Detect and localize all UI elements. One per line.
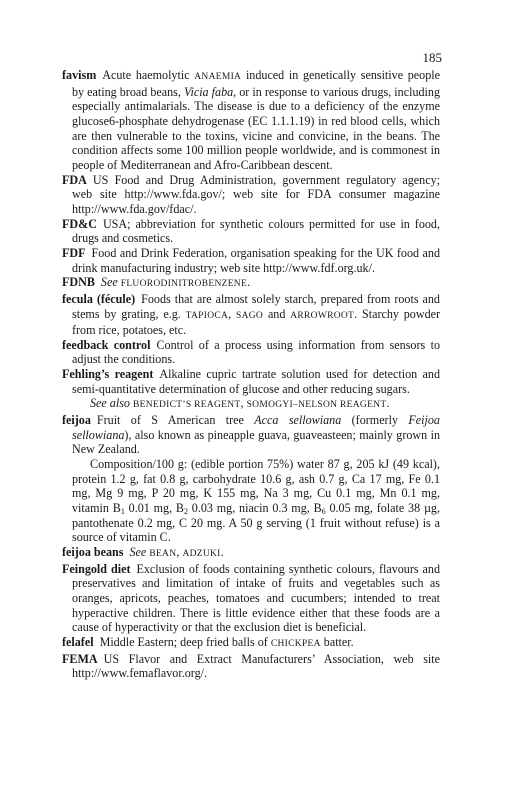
headword: Fehling’s reagent bbox=[62, 367, 154, 382]
punctuation: , bbox=[176, 545, 180, 559]
definition: and bbox=[267, 306, 286, 321]
definition: Food and Drink Federation, organisation speaking for the UK food and drink manufacturing industry; web site http://www.fdf.org.uk/. bbox=[72, 245, 440, 275]
entry-feijoa bbox=[62, 413, 440, 457]
entry-fema bbox=[62, 652, 440, 681]
see-label: See bbox=[129, 545, 147, 559]
cross-reference[interactable]: ARROWROOT bbox=[290, 310, 355, 321]
cross-reference[interactable]: SOMOGYI–NELSON REAGENT bbox=[246, 400, 387, 411]
definition: (formerly bbox=[351, 413, 398, 428]
punctuation: , bbox=[228, 306, 232, 321]
definition: US Food and Drug Administration, government regulatory agency; web site http://www.fda.gov/; web site for FDA consumer magazine http://www.fda.gov/fdac/. bbox=[72, 172, 440, 216]
entry-fehlings-reagent bbox=[62, 367, 440, 396]
headword: feijoa bbox=[62, 413, 91, 428]
entry-fda bbox=[62, 173, 440, 217]
cross-reference[interactable]: SAGO bbox=[236, 310, 264, 321]
definition: Foods that are almost solely starch, prepared from roots and stems by grating, e.g. bbox=[72, 291, 440, 321]
entry-feijoa-beans bbox=[62, 545, 440, 562]
definition: US Flavor and Extract Manufacturers’ Association, web site http://www.femaflavor.org/. bbox=[72, 651, 440, 681]
punctuation: . bbox=[247, 275, 251, 290]
definition: USA; abbreviation for synthetic colours permitted for use in food, drugs and cosmetics. bbox=[72, 216, 440, 246]
composition-text: 0.05 mg, folate 38 µg, pantothenate 0.2 mg, C 20 mg. A 50 g serving (1 fruit without refuse) is a source of vitamin C. bbox=[72, 501, 440, 545]
entry-list bbox=[62, 68, 440, 681]
entry-felafel bbox=[62, 635, 440, 652]
composition-text: Composition/100 g: (edible portion 75%) water 87 g, 205 kJ (49 kcal), protein 1.2 g, fat 0.8 g, carbohydrate 10.6 g, ash 0.7 g, Ca 17 mg, Fe 0.1 mg, Mg 9 mg, P 20 mg, K 155 mg, Na 3 mg, Cu 0.1 mg, Mn 0.1 mg, vitamin B bbox=[72, 457, 440, 516]
cross-reference[interactable]: ADZUKI bbox=[182, 549, 221, 559]
entry-feijoa-composition bbox=[62, 457, 440, 545]
headword: feijoa beans bbox=[62, 545, 124, 559]
see-label: See bbox=[100, 275, 118, 290]
definition: induced in genetically sensitive people by eating broad beans, bbox=[72, 68, 440, 99]
punctuation: . bbox=[386, 396, 390, 411]
headword: fecula (fécule) bbox=[62, 291, 136, 306]
cross-reference[interactable]: BENEDICT’S REAGENT bbox=[133, 400, 241, 411]
composition-text: 0.03 mg, niacin 0.3 mg, B bbox=[191, 501, 322, 516]
headword: feedback control bbox=[62, 337, 151, 352]
headword: Feingold diet bbox=[62, 561, 131, 576]
headword: FEMA bbox=[62, 651, 98, 666]
punctuation: , bbox=[240, 396, 244, 411]
definition: Exclusion of foods containing synthetic colours, flavours and preservatives and limitation of intake of fruits and vegetables such as oranges, apricots, peaches, tomatoes and cucumbers; intended to treat hyperactive children. There is little evidence either that these foods are a cause of hyperactivity or that the exclusion diet is beneficial. bbox=[72, 561, 440, 635]
entry-fecula bbox=[62, 292, 440, 338]
cross-reference[interactable]: CHICKPEA bbox=[270, 638, 321, 649]
subscript: 2 bbox=[183, 507, 188, 517]
definition: Acute haemolytic bbox=[102, 68, 190, 82]
definition: Alkaline cupric tartrate solution used for detection and semi-quantitative determination of glucose and other reducing sugars. bbox=[72, 367, 441, 396]
species-name: Vicia faba bbox=[183, 84, 234, 99]
page-number: 185 bbox=[422, 50, 442, 65]
entry-fehlings-see-also bbox=[62, 396, 440, 413]
definition: . Starchy powder from rice, potatoes, etc. bbox=[72, 306, 441, 338]
entry-fdc bbox=[62, 217, 440, 246]
headword: favism bbox=[62, 68, 97, 82]
definition: Control of a process using information from sensors to adjust the conditions. bbox=[72, 337, 440, 367]
headword: FDA bbox=[62, 172, 87, 187]
entry-feedback-control bbox=[62, 338, 440, 367]
entry-fdnb bbox=[62, 275, 440, 292]
headword: FDNB bbox=[62, 275, 95, 290]
cross-reference[interactable]: ANAEMIA bbox=[194, 72, 242, 82]
subscript: 6 bbox=[321, 507, 326, 517]
species-name: Feijoa sellowiana bbox=[72, 413, 440, 442]
cross-reference[interactable]: FLUORODINITROBENZENE bbox=[120, 279, 248, 290]
entry-favism bbox=[62, 68, 440, 173]
headword: felafel bbox=[62, 634, 94, 649]
punctuation: . bbox=[220, 545, 224, 559]
cross-reference[interactable]: TAPIOCA bbox=[185, 310, 229, 321]
species-name: Acca sellowiana bbox=[254, 413, 342, 428]
definition: Fruit of S American tree bbox=[96, 413, 244, 428]
definition: Middle Eastern; deep fried balls of bbox=[99, 634, 268, 649]
headword: FD&C bbox=[62, 216, 97, 231]
definition: ), also known as pineapple guava, guaveasteen; mainly grown in New Zealand. bbox=[72, 427, 440, 457]
entry-fdf bbox=[62, 246, 440, 275]
subscript: 1 bbox=[120, 507, 125, 517]
composition-text: 0.01 mg, B bbox=[128, 501, 184, 516]
definition: , or in response to various drugs, including especially antimalarials. The disease is due to a deficiency of the enzyme glucose6-phosphate dehydrogenase (EC 1.1.1.19) in red blood cells, which are then vulnerable to the toxins, vicine and convicine, in the beans. The condition affects some 100 million people worldwide, and is commonest in people of Mediterranean and Afro-Caribbean descent. bbox=[72, 84, 440, 172]
cross-reference[interactable]: BEAN bbox=[149, 549, 177, 559]
definition: batter. bbox=[323, 634, 354, 649]
headword: FDF bbox=[62, 245, 86, 260]
see-also-label: See also bbox=[90, 396, 130, 411]
entry-feingold-diet bbox=[62, 562, 440, 635]
